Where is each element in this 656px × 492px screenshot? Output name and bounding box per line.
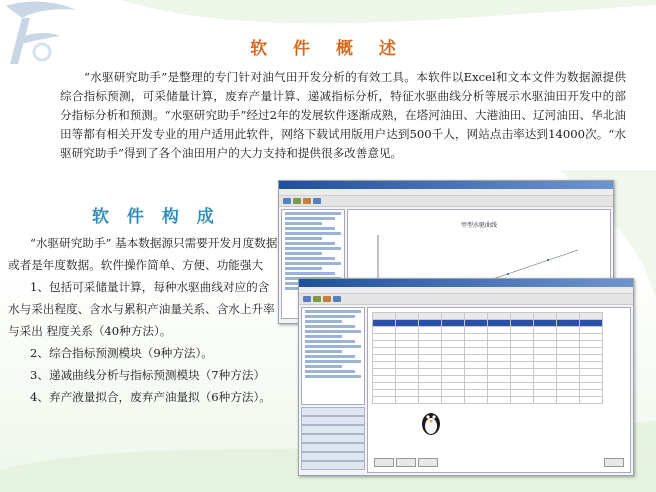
module-button [301, 461, 365, 470]
toolbar-icon [313, 296, 321, 302]
composition-item-4: 4、弃产液量拟合，废弃产油量拟（6种方法）。 [30, 390, 271, 404]
module-button [301, 416, 365, 425]
toolbar-icon [323, 296, 331, 302]
window-menubar [279, 189, 613, 196]
module-button [301, 407, 365, 416]
toolbar-icon [313, 198, 321, 204]
composition-item-2: 2、综合指标预测模块（9种方法）。 [30, 346, 213, 360]
composition-body [8, 232, 278, 408]
calc-button [374, 458, 394, 467]
window-titlebar [299, 279, 633, 287]
calc-button [396, 458, 416, 467]
window-toolbar [299, 294, 633, 305]
module-tree [301, 307, 365, 405]
overview-title: 软 件 概 述 [250, 39, 406, 59]
module-button [301, 434, 365, 443]
toolbar-icon [333, 296, 341, 302]
toolbar-icon [303, 296, 311, 302]
software-screenshot-table [298, 278, 634, 476]
module-button [301, 452, 365, 461]
composition-title: 软 件 构 成 [92, 207, 220, 227]
penguin-mascot-icon [420, 408, 442, 436]
composition-intro: “水驱研究助手” 基本数据源只需要开发月度数据或者是年度数据。软件操作简单、方便、功能强大 [8, 236, 278, 272]
toolbar-icon [303, 198, 311, 204]
overview-paragraph: “水驱研究助手”是整理的专门针对油气田开发分析的有效工具。本软件以Excel和文本文件为数据源提供综合指标预测，可采储量计算，废弃产量计算、递减指标分析，特征水驱曲线分析等展示水驱油田开发中的部分指标分析和预测。“水驱研究助手”经过2年的发展软件逐渐成熟，在塔河油田、大港油田、辽河油田、华北油田等都有相关开发专业的用户适用此软件，网络下载试用版用户达到500千人，网站点击率达到14000次。“水驱研究助手”得到了各个油田用户的大力支持和提供很多改善意见。 [60, 70, 626, 160]
window-menubar [299, 287, 633, 294]
chart-title: 甲型水驱曲线 [460, 222, 497, 229]
data-pane [367, 307, 631, 473]
module-button [301, 425, 365, 434]
toolbar-icon [283, 198, 291, 204]
window-titlebar [279, 181, 613, 189]
window-toolbar [279, 196, 613, 207]
data-grid [372, 312, 603, 404]
calc-button [604, 458, 624, 467]
toolbar-icon [293, 198, 301, 204]
calc-button [418, 458, 438, 467]
composition-item-3: 3、递减曲线分析与指标预测模块（7种方法） [30, 368, 266, 382]
module-button [301, 443, 365, 452]
composition-item-1: 1、包括可采储量计算，每种水驱曲线对应的含水与采出程度、含水与累积产油量关系、含水上升率与采出 程度关系（40种方法）。 [8, 280, 275, 338]
